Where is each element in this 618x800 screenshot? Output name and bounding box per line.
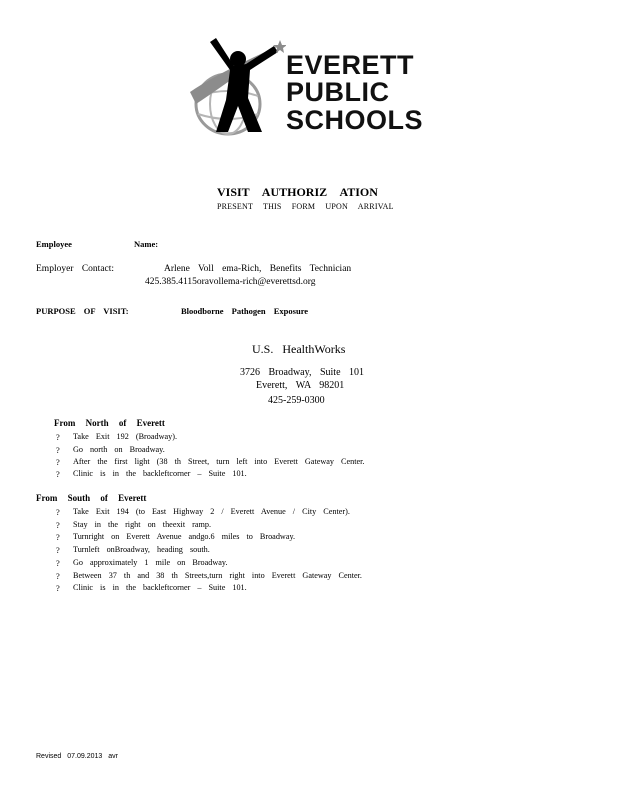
employer-contact-phone-email: 425.385.4115oravollema-rich@everettsd.org	[145, 277, 316, 287]
list-bullet-icon: ?	[56, 432, 60, 442]
directions-south-heading: From South of Everett	[36, 493, 147, 503]
list-bullet-icon: ?	[56, 571, 60, 581]
clinic-address-street: 3726 Broadway, Suite 101	[240, 367, 365, 378]
list-item: Clinic is in the backleftcorner – Suite 101.	[73, 469, 247, 478]
list-bullet-icon: ?	[56, 457, 60, 467]
purpose-label: PURPOSE OF VISIT:	[36, 306, 129, 316]
form-subtitle: PRESENT THIS FORM UPON ARRIVAL	[217, 202, 394, 211]
list-item: Take Exit 194 (to East Highway 2 / Everett Avenue / City Center).	[73, 507, 350, 516]
list-item: After the first light (38 th Street, turn left into Everett Gateway Center.	[73, 457, 365, 466]
list-item: Stay in the right on theexit ramp.	[73, 520, 212, 529]
list-item: Go north on Broadway.	[73, 445, 165, 454]
list-bullet-icon: ?	[56, 469, 60, 479]
employee-name-label: Name:	[134, 239, 159, 249]
form-title: VISIT AUTHORIZ ATION	[217, 185, 378, 199]
list-item: Turnright on Everett Avenue andgo.6 miles to Broadway.	[73, 532, 296, 541]
list-bullet-icon: ?	[56, 445, 60, 455]
list-bullet-icon: ?	[56, 520, 60, 530]
employee-label: Employee	[36, 239, 72, 249]
revision-footer: Revised 07.09.2013 avr	[36, 753, 118, 760]
logo-emblem-icon	[186, 34, 286, 140]
list-item: Clinic is in the backleftcorner – Suite 101.	[73, 583, 247, 592]
list-bullet-icon: ?	[56, 507, 60, 517]
list-item: Between 37 th and 38 th Streets,turn right into Everett Gateway Center.	[73, 571, 362, 580]
logo-text-everett: EVERETT	[286, 50, 415, 80]
list-item: Go approximately 1 mile on Broadway.	[73, 558, 228, 567]
purpose-value: Bloodborne Pathogen Exposure	[181, 306, 309, 316]
clinic-name: U.S. HealthWorks	[252, 342, 346, 356]
list-bullet-icon: ?	[56, 583, 60, 593]
list-item: Turnleft onBroadway, heading south.	[73, 545, 210, 554]
employer-contact-label: Employer Contact:	[36, 264, 115, 274]
list-bullet-icon: ?	[56, 558, 60, 568]
logo-text-public: PUBLIC	[286, 77, 390, 107]
list-item: Take Exit 192 (Broadway).	[73, 432, 178, 441]
list-bullet-icon: ?	[56, 545, 60, 555]
employer-contact-value: Arlene Voll ema-Rich, Benefits Technician	[164, 264, 352, 274]
clinic-address-city: Everett, WA 98201	[256, 380, 345, 391]
logo-text-schools: SCHOOLS	[286, 105, 424, 135]
everett-public-schools-logo	[186, 34, 436, 140]
directions-north-heading: From North of Everett	[54, 418, 165, 428]
clinic-phone: 425-259-0300	[268, 395, 325, 406]
list-bullet-icon: ?	[56, 532, 60, 542]
